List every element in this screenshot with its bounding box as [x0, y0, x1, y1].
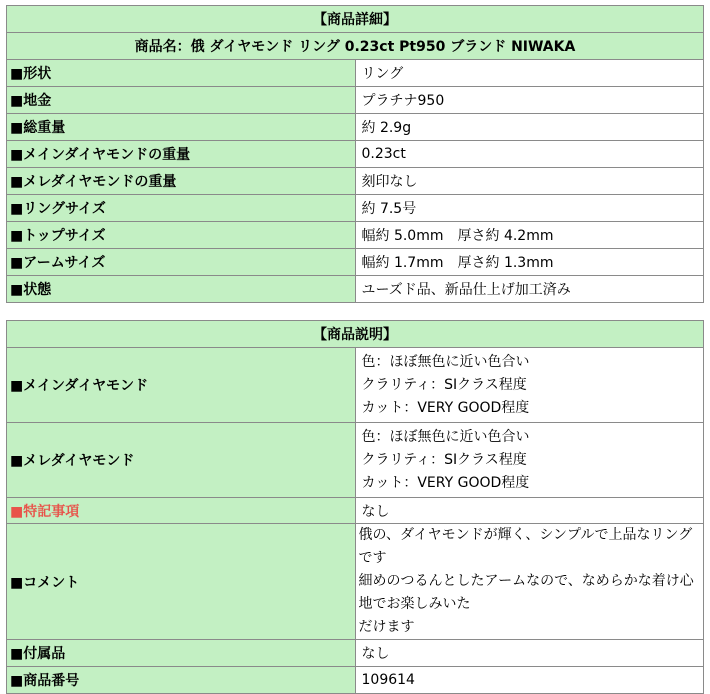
total-weight-label: ■総重量: [7, 114, 356, 141]
melee-diamond-details: [355, 423, 704, 498]
table-row: [7, 423, 704, 498]
melee-diamond-clarity: クラリティ：SIクラス程度: [361, 451, 527, 468]
melee-diamond-weight-value: 刻印なし: [355, 168, 704, 195]
total-weight-value: 約 2.9g: [355, 114, 704, 141]
product-details-table: [6, 5, 704, 303]
melee-diamond-cut: カット：VERY GOOD程度: [361, 474, 530, 491]
table-row: [7, 348, 704, 423]
product-number-label: ■商品番号: [7, 667, 356, 694]
arm-size-value: 幅約 1.7mm 厚さ約 1.3mm: [355, 249, 704, 276]
main-diamond-cut: カット：VERY GOOD程度: [361, 399, 530, 416]
condition-label: ■状態: [7, 276, 356, 303]
top-size-label: ■トップサイズ: [7, 222, 356, 249]
details-header: 【商品詳細】: [7, 6, 704, 33]
top-size-value: 幅約 5.0mm 厚さ約 4.2mm: [355, 222, 704, 249]
product-number-value: 109614: [355, 667, 704, 694]
table-row: [7, 168, 704, 195]
table-row: [7, 524, 704, 640]
melee-diamond-weight-label: ■メレダイヤモンドの重量: [7, 168, 356, 195]
ring-size-label: ■リングサイズ: [7, 195, 356, 222]
special-notes-value: なし: [355, 498, 704, 524]
main-diamond-clarity: クラリティ：SIクラス程度: [361, 376, 527, 393]
product-description-table: [6, 320, 704, 694]
table-row: [7, 114, 704, 141]
table-row: [7, 249, 704, 276]
main-diamond-details: [355, 348, 704, 423]
description-header: 【商品説明】: [7, 321, 704, 348]
product-name: 商品名：俄 ダイヤモンド リング 0.23ct Pt950 ブランド NIWAKA: [7, 33, 704, 60]
special-notes-label: ■特記事項: [7, 498, 356, 524]
table-row: [7, 141, 704, 168]
table-row: [7, 498, 704, 524]
table-row: [7, 195, 704, 222]
comment-line: 俄の、ダイヤモンドが輝く、シンプルで上品なリングです: [358, 527, 693, 566]
shape-value: リング: [355, 60, 704, 87]
arm-size-label: ■アームサイズ: [7, 249, 356, 276]
table-row: [7, 222, 704, 249]
table-row: [7, 87, 704, 114]
comment-line: 細めのつるんとしたアームなので、なめらかな着け心地でお楽しみいた: [358, 573, 694, 612]
condition-value: ユーズド品、新品仕上げ加工済み: [355, 276, 704, 303]
shape-label: ■形状: [7, 60, 356, 87]
comment-label: ■コメント: [7, 524, 356, 640]
table-row: [7, 276, 704, 303]
main-diamond-color: 色：ほぼ無色に近い色合い: [361, 353, 530, 370]
main-diamond-weight-value: 0.23ct: [355, 141, 704, 168]
melee-diamond-label: ■メレダイヤモンド: [7, 423, 356, 498]
metal-value: プラチナ950: [355, 87, 704, 114]
table-row: [7, 667, 704, 694]
melee-diamond-color: 色：ほぼ無色に近い色合い: [361, 428, 530, 445]
metal-label: ■地金: [7, 87, 356, 114]
table-row: [7, 60, 704, 87]
table-row: [7, 640, 704, 667]
ring-size-value: 約 7.5号: [355, 195, 704, 222]
main-diamond-label: ■メインダイヤモンド: [7, 348, 356, 423]
accessories-label: ■付属品: [7, 640, 356, 667]
comment-text: [355, 524, 704, 640]
main-diamond-weight-label: ■メインダイヤモンドの重量: [7, 141, 356, 168]
accessories-value: なし: [355, 640, 704, 667]
comment-line: だけます: [358, 619, 415, 635]
